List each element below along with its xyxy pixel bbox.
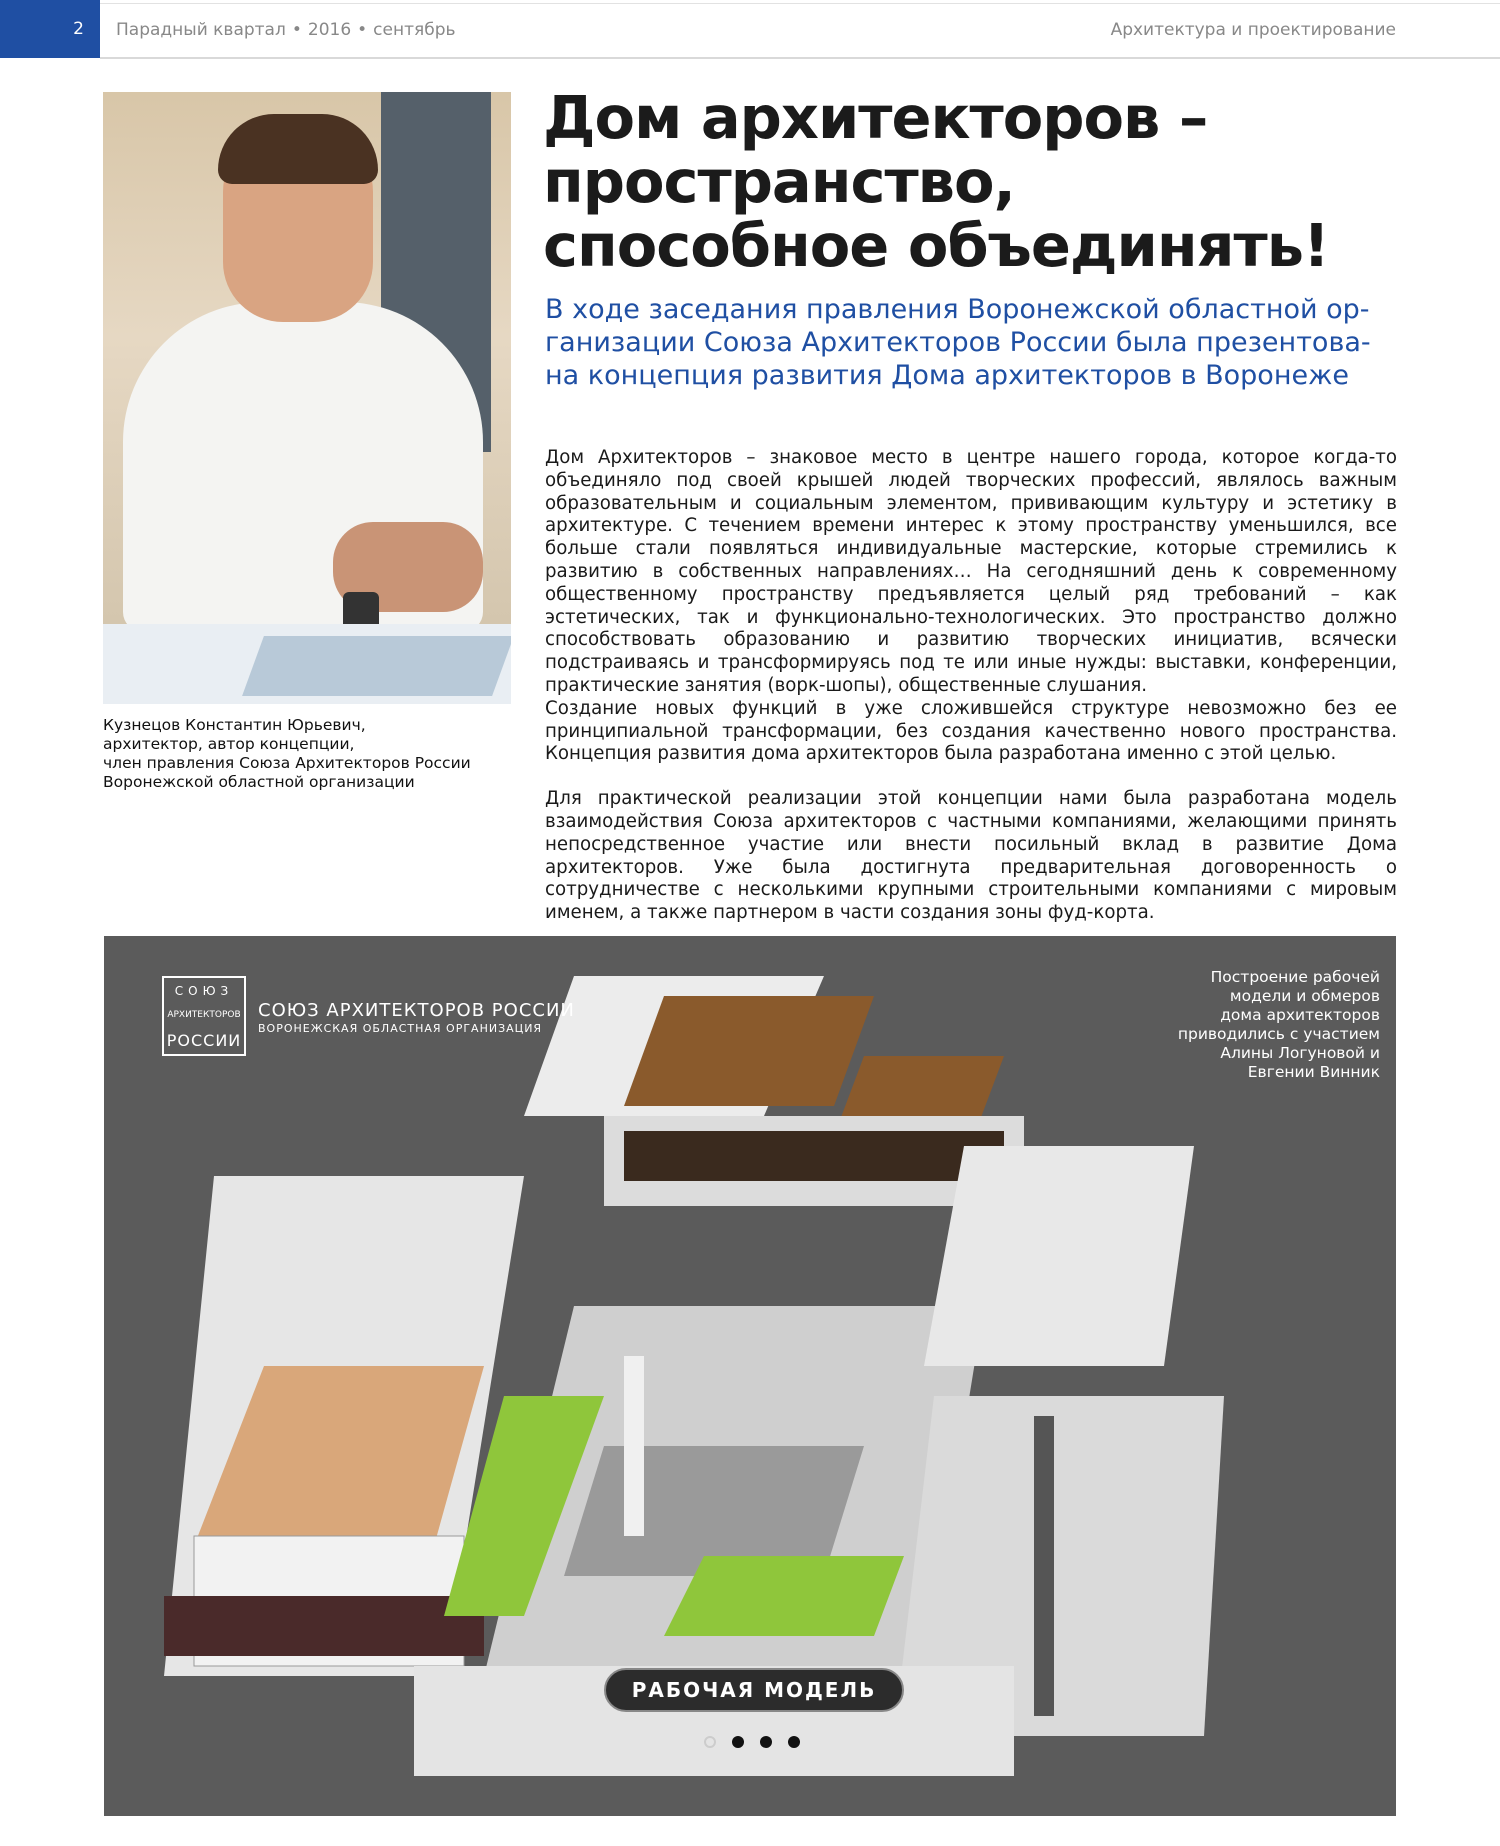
model-green-floor — [664, 1556, 904, 1636]
slide-dot[interactable] — [760, 1736, 772, 1748]
title-line: Дом архитекторов – — [543, 83, 1208, 152]
header-top-rule — [100, 3, 1500, 4]
page-number: 2 — [0, 0, 100, 58]
slide-dot[interactable] — [704, 1736, 716, 1748]
section-name: Архитектура и проектирование — [1110, 20, 1396, 40]
logo-name: СОЮЗ АРХИТЕКТОРОВ РОССИИ — [258, 1000, 575, 1021]
portrait-photo — [103, 92, 511, 704]
credit-line: приводились с участием — [1177, 1025, 1380, 1043]
model-stage — [164, 1596, 484, 1656]
model-staircase — [1034, 1416, 1054, 1716]
caption-line: член правления Союза Архитекторов России — [103, 754, 471, 772]
logo-subtitle: ВОРОНЕЖСКАЯ ОБЛАСТНАЯ ОРГАНИЗАЦИЯ — [258, 1022, 543, 1035]
title-line: способное объединять! — [543, 211, 1329, 280]
logo-mark-row: АРХИТЕКТОРОВ — [167, 1010, 241, 1020]
slide-indicator — [704, 1736, 800, 1748]
slide-dot[interactable] — [732, 1736, 744, 1748]
slide-dot[interactable] — [788, 1736, 800, 1748]
lead-line: на концепция развития Дома архитекторов в Воронеже — [545, 360, 1350, 391]
article-body — [545, 447, 1397, 925]
article-title — [543, 83, 1403, 280]
title-line: пространство, — [543, 147, 1015, 216]
issue-year: 2016 — [307, 20, 352, 40]
credit-line: Евгении Винник — [1247, 1063, 1380, 1081]
photo-hair — [218, 114, 378, 184]
body-paragraph: Создание новых функций в уже сложившейся структуре невозможно без ее принципиальной трансформации, без создания качественно нового пространства. Концепция развития дома архитекторов была разработана именно с этой целью. — [545, 697, 1397, 765]
body-paragraph: Дом Архитекторов – знаковое место в центре нашего города, которое когда-то объединяло под своей крышей людей творческих профессий, являлось важным образовательным и социальным элементом, прививающим культуру и эстетику в архитектуре. С течением времени интерес к этому пространству уменьшился, все больше стали появляться индивидуальные мастерские, которые стремились к развитию в собственных направлениях… На сегодняшний день к современному общественному пространству предъявляется целый ряд требований – как эстетических, так и функционально-технологических. Это пространство должно способствовать образованию и развитию творческих инициатив, всячески подстраиваясь и трансформируясь под те или иные нужды: выставки, конференции, практические занятия (ворк-шопы), общественные слушания. — [545, 447, 1397, 696]
model-column — [624, 1356, 644, 1536]
model-wall — [924, 1146, 1194, 1366]
credit-line: модели и обмеров — [1229, 987, 1380, 1005]
model-credit — [1120, 968, 1380, 1082]
credit-line: Построение рабочей — [1210, 968, 1380, 986]
logo-mark-row: РОССИИ — [166, 1031, 242, 1050]
issue-month: сентябрь — [373, 20, 456, 40]
photo-drawings — [242, 636, 511, 696]
logo-mark-row: СОЮЗ — [174, 984, 234, 998]
separator-dot: • — [291, 20, 302, 40]
credit-line: дома архитекторов — [1220, 1006, 1380, 1024]
caption-line: Воронежской областной организации — [103, 773, 415, 791]
lead-line: В ходе заседания правления Воронежской областной ор- — [545, 294, 1370, 325]
sar-logo-mark — [162, 976, 246, 1056]
separator-dot: • — [357, 20, 368, 40]
lead-line: ганизации Союза Архитекторов России была презентова- — [545, 327, 1371, 358]
publication-name: Парадный квартал — [116, 20, 286, 40]
caption-line: Кузнецов Константин Юрьевич, — [103, 716, 366, 734]
article-lead — [545, 293, 1405, 392]
working-model-badge: РАБОЧАЯ МОДЕЛЬ — [604, 1668, 904, 1712]
header-rule — [100, 57, 1500, 59]
body-paragraph: Для практической реализации этой концепции нами была разработана модель взаимодействия Союза архитекторов с частными компаниями, желающими принять непосредственное участие или внести посильный вклад в развитие Дома архитекторов. Уже была достигнута предварительная договоренность о сотрудничестве с несколькими крупными строительными компаниями с мировым именем, а также партнером в части создания зоны фуд-корта. — [545, 788, 1397, 924]
credit-line: Алины Логуновой и — [1220, 1044, 1380, 1062]
caption-line: архитектор, автор концепции, — [103, 735, 355, 753]
building-model-image — [104, 936, 1396, 1816]
model-bookshelves — [624, 1131, 1004, 1181]
portrait-caption — [103, 716, 523, 792]
running-head — [116, 20, 456, 40]
model-wood-floor — [624, 996, 874, 1106]
